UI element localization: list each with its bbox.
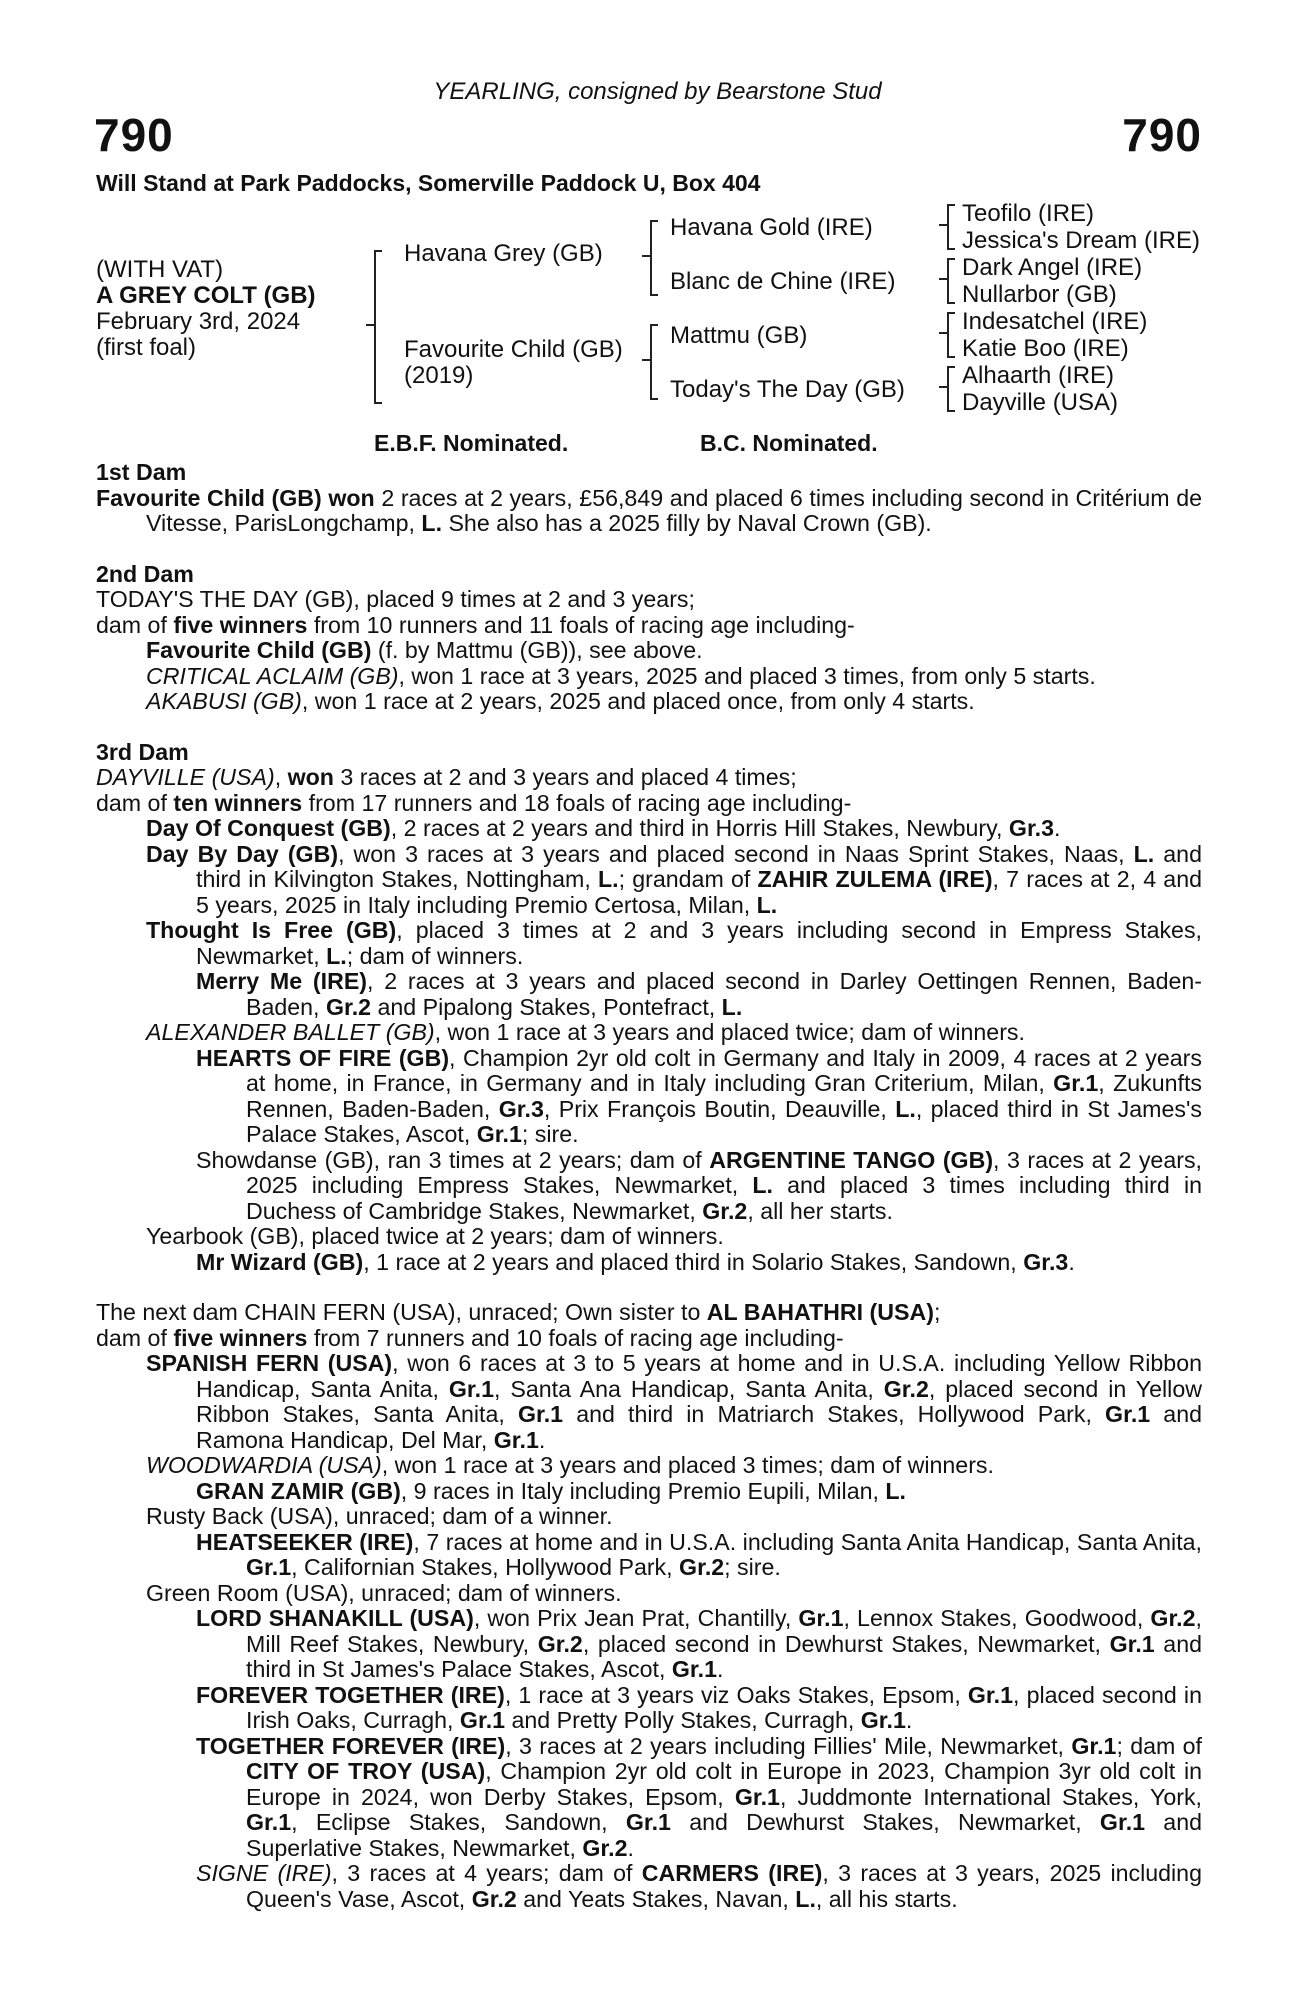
progeny-entry: Rusty Back (USA), unraced; dam of a winner. — [146, 1503, 613, 1529]
progeny-entry: Merry Me (IRE), 2 races at 3 years and placed second in Darley Oettingen Rennen, Baden-Baden, Gr.2 and Pipalong Stakes, Pontefract, L. — [196, 968, 1202, 1020]
progeny-entry: Green Room (USA), unraced; dam of winners. — [146, 1579, 622, 1606]
progeny-entry: HEATSEEKER (IRE), 7 races at home and in U.S.A. including Santa Anita Handicap, Santa Anita, Gr.1, Californian Stakes, Hollywood Park, Gr.2; sire. — [196, 1528, 1202, 1580]
pedigree-brace — [650, 324, 658, 400]
pedigree-brace — [947, 312, 955, 358]
bc-nomination: B.C. Nominated. — [700, 430, 878, 456]
horse-name: Favourite Child (GB) — [96, 484, 322, 511]
vat-note: (WITH VAT) — [96, 256, 224, 283]
progeny-entry: HEARTS OF FIRE (GB), Champion 2yr old colt in Germany and Italy in 2009, 4 races at 2 years at home, in France, in Germany and in Italy including Gran Criterium, Milan, Gr.1, Zukunfts Rennen, Baden-Baden, Gr.3, Prix François Boutin, Deauville, L., placed third in St James's Palace Stakes, Ascot, Gr.1; sire. — [196, 1044, 1203, 1147]
progeny-entry: TOGETHER FOREVER (IRE), 3 races at 2 years including Fillies' Mile, Newmarket, Gr.1; dam of CITY OF TROY (USA), Champion 2yr old colt in Europe in 2023, Champion 3yr old colt in Europe in 2024, won Derby Stakes, Epsom, Gr.1, Juddmonte International Stakes, York, Gr.1, Eclipse Stakes, Sandown, Gr.1 and Dewhurst Stakes, Newmarket, Gr.1 and Superlative Stakes, Newmarket, Gr.2. — [196, 1732, 1202, 1861]
second-dam-line: TODAY'S THE DAY (GB), placed 9 times at 2 and 3 years; — [96, 586, 695, 612]
pedigree-brace-point — [939, 224, 947, 226]
foaling-date: February 3rd, 2024 — [96, 308, 301, 335]
progeny-entry: SIGNE (IRE), 3 races at 4 years; dam of CARMERS (IRE), 3 races at 3 years, 2025 including Queen's Vase, Ascot, Gr.2 and Yeats Stakes, Navan, L., all his starts. — [196, 1860, 1202, 1912]
dam-year: (2019) — [404, 362, 474, 389]
pedigree-brace-point — [366, 324, 374, 326]
progeny-entry: Showdanse (GB), ran 3 times at 2 years; dam of ARGENTINE TANGO (GB), 3 races at 2 years, 2025 including Empress Stakes, Newmarket, L. and placed 3 times including third in Duchess of Cambridge Stakes, Newmarket, Gr.2, all her starts. — [196, 1146, 1202, 1224]
pedigree-brace-point — [642, 359, 650, 361]
lot-number-right: 790 — [1122, 109, 1202, 161]
progeny-entry: Day Of Conquest (GB), 2 races at 2 years and third in Horris Hill Stakes, Newbury, Gr.3. — [146, 815, 1061, 841]
stand-location: Will Stand at Park Paddocks, Somerville Paddock U, Box 404 — [96, 170, 761, 196]
pedigree-brace-point — [939, 278, 947, 280]
foal-note: (first foal) — [96, 334, 197, 361]
third-dam-line: DAYVILLE (USA), won 3 races at 2 and 3 years and placed 4 times; — [96, 764, 797, 790]
dam-name: Favourite Child (GB) — [404, 336, 623, 363]
progeny-entry: CRITICAL ACLAIM (GB), won 1 race at 3 years, 2025 and placed 3 times, from only 5 starts. — [146, 662, 1096, 689]
gg-dam-1: Jessica's Dream (IRE) — [962, 227, 1200, 254]
next-dam-line: The next dam CHAIN FERN (USA), unraced; Own sister to AL BAHATHRI (USA); — [96, 1299, 941, 1325]
gg-sire-1: Teofilo (IRE) — [962, 200, 1095, 227]
lot-number-left: 790 — [94, 109, 174, 161]
gg-dam-2: Nullarbor (GB) — [962, 281, 1117, 308]
pedigree-brace — [947, 204, 955, 250]
progeny-entry: AKABUSI (GB), won 1 race at 2 years, 2025 and placed once, from only 4 starts. — [146, 688, 975, 714]
gg-dam-3: Katie Boo (IRE) — [962, 335, 1129, 362]
pedigree-brace — [650, 220, 658, 296]
dam-of-line: dam of five winners from 7 runners and 10 foals of racing age including- — [96, 1324, 844, 1351]
consignor-line: YEARLING, consigned by Bearstone Stud — [433, 78, 882, 105]
pedigree-brace — [374, 250, 382, 404]
pedigree-brace-point — [939, 332, 947, 334]
lot-title: A GREY COLT (GB) — [96, 282, 316, 309]
sire-name: Havana Grey (GB) — [404, 240, 603, 267]
sire-sire: Havana Gold (IRE) — [670, 214, 873, 241]
pedigree-brace — [947, 366, 955, 412]
progeny-entry: ALEXANDER BALLET (GB), won 1 race at 3 years and placed twice; dam of winners. — [146, 1019, 1025, 1045]
pedigree-brace-point — [642, 255, 650, 257]
progeny-entry: Thought Is Free (GB), placed 3 times at 2 and 3 years including second in Empress Stakes, Newmarket, L.; dam of winners. — [146, 917, 1202, 969]
gg-sire-4: Alhaarth (IRE) — [962, 362, 1115, 389]
catalogue-body — [96, 460, 1202, 1912]
sire-dam: Blanc de Chine (IRE) — [670, 268, 896, 295]
gg-sire-2: Dark Angel (IRE) — [962, 254, 1143, 281]
gg-dam-4: Dayville (USA) — [962, 389, 1119, 416]
dam-sire: Mattmu (GB) — [670, 322, 808, 349]
dam-of-line: dam of ten winners from 17 runners and 18 foals of racing age including- — [96, 789, 852, 816]
progeny-entry: SPANISH FERN (USA), won 6 races at 3 to 5 years at home and in U.S.A. including Yellow Ribbon Handicap, Santa Anita, Gr.1, Santa Ana Handicap, Santa Anita, Gr.2, placed second in Yellow Ribbon Stakes, Santa Anita, Gr.1 and third in Matriarch Stakes, Hollywood Park, Gr.1 and Ramona Handicap, Del Mar, Gr.1. — [146, 1350, 1202, 1453]
section-heading: 3rd Dam — [96, 738, 189, 765]
progeny-entry: LORD SHANAKILL (USA), won Prix Jean Prat, Chantilly, Gr.1, Lennox Stakes, Goodwood, Gr.2, Mill Reef Stakes, Newbury, Gr.2, placed second in Dewhurst Stakes, Newmarket, Gr.1 and third in St James's Palace Stakes, Ascot, Gr.1. — [196, 1605, 1202, 1682]
won-label: won — [328, 484, 375, 511]
section-heading: 2nd Dam — [96, 560, 194, 587]
dam-of-line: dam of five winners from 10 runners and 11 foals of racing age including- — [96, 611, 855, 638]
progeny-entry: Mr Wizard (GB), 1 race at 2 years and placed third in Solario Stakes, Sandown, Gr.3. — [196, 1248, 1075, 1275]
pedigree-brace — [947, 258, 955, 304]
gg-sire-3: Indesatchel (IRE) — [962, 308, 1148, 335]
progeny-entry: Day By Day (GB), won 3 races at 3 years and placed second in Naas Sprint Stakes, Naas, L. and third in Kilvington Stakes, Nottingham, L.; grandam of ZAHIR ZULEMA (IRE), 7 races at 2, 4 and 5 years, 2025 in Italy including Premio Certosa, Milan, L. — [146, 840, 1202, 918]
pedigree-brace-point — [939, 386, 947, 388]
section-heading: 1st Dam — [96, 459, 187, 485]
first-dam-entry: Favourite Child (GB) won 2 races at 2 years, £56,849 and placed 6 times including second in Critérium de Vitesse, ParisLongchamp, L. She also has a 2025 filly by Naval Crown (GB). — [96, 484, 1202, 536]
progeny-entry: FOREVER TOGETHER (IRE), 1 race at 3 years viz Oaks Stakes, Epsom, Gr.1, placed second in Irish Oaks, Curragh, Gr.1 and Pretty Polly Stakes, Curragh, Gr.1. — [196, 1681, 1202, 1733]
progeny-entry: Yearbook (GB), placed twice at 2 years; dam of winners. — [146, 1223, 724, 1249]
dam-dam: Today's The Day (GB) — [670, 376, 905, 403]
progeny-entry: Favourite Child (GB) (f. by Mattmu (GB)), see above. — [146, 637, 703, 663]
progeny-entry: WOODWARDIA (USA), won 1 race at 3 years and placed 3 times; dam of winners. — [146, 1452, 994, 1478]
ebf-nomination: E.B.F. Nominated. — [374, 430, 569, 456]
progeny-entry: GRAN ZAMIR (GB), 9 races in Italy including Premio Eupili, Milan, L. — [196, 1477, 906, 1504]
